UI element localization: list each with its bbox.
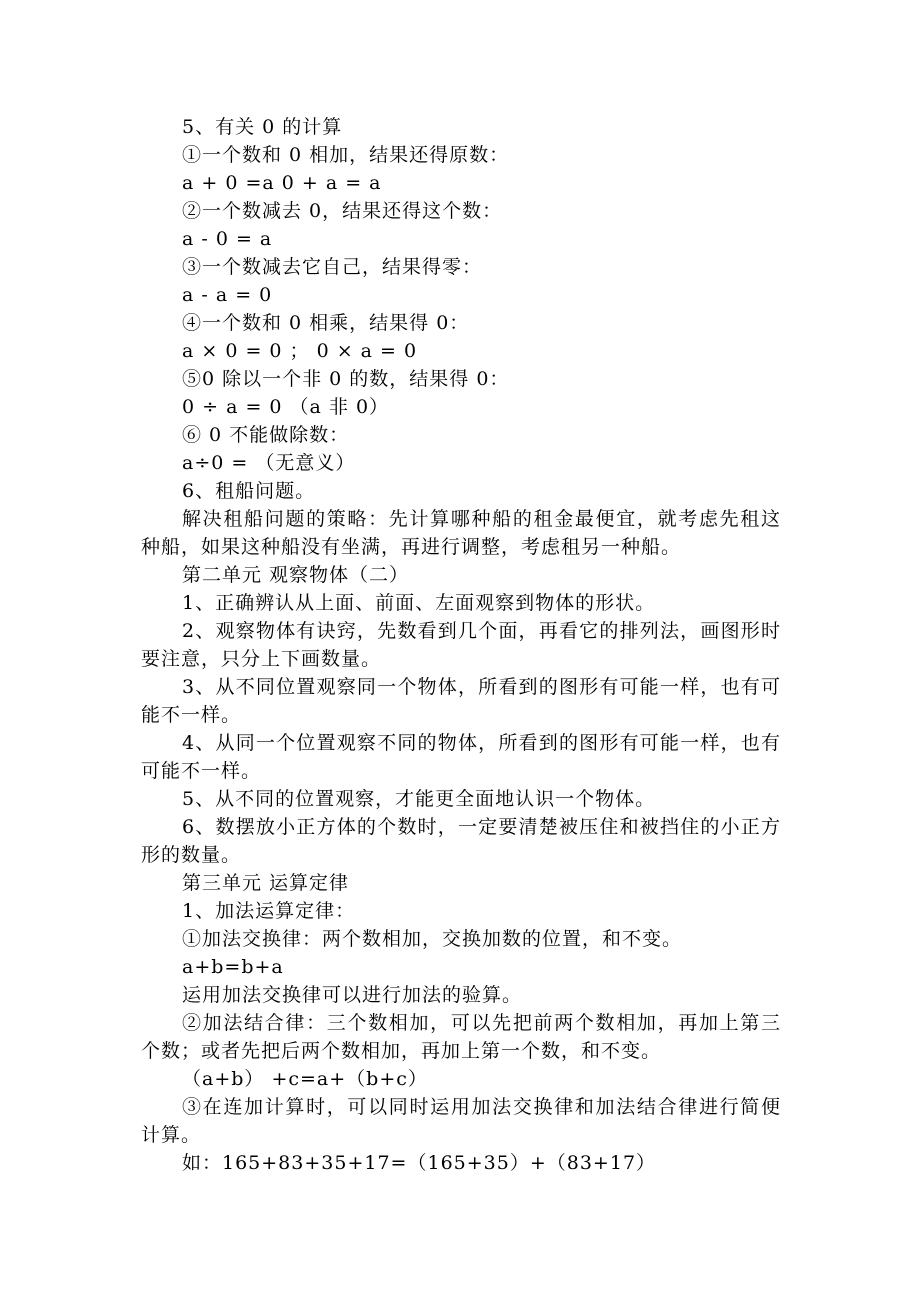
text-line: 5、有关 0 的计算 — [182, 116, 343, 138]
text-line: a - a = 0 — [182, 284, 273, 306]
text-line: ④一个数和 0 相乘，结果得 0： — [182, 312, 470, 334]
text-line: ①一个数和 0 相加，结果还得原数： — [182, 144, 510, 166]
paragraph: 2、观察物体有诀窍，先数看到几个面，再看它的排列法，画图形时要注意，只分上下画数量。 — [141, 620, 781, 670]
text-line: 1、加法运算定律： — [182, 900, 356, 922]
text-line: 运用加法交换律可以进行加法的验算。 — [182, 984, 523, 1006]
text-line: 第三单元 运算定律 — [182, 872, 350, 894]
text-line: 0 ÷ a = 0 （a 非 0） — [182, 396, 390, 418]
text-line: 如：165+83+35+17=（165+35）+（83+17） — [182, 1152, 657, 1174]
text-line: a - 0 = a — [182, 228, 273, 250]
text-line: （a+b） +c=a+（b+c） — [182, 1068, 428, 1090]
text-line: ⑤0 除以一个非 0 的数，结果得 0： — [182, 368, 510, 390]
text-line: 1、正确辨认从上面、前面、左面观察到物体的形状。 — [182, 592, 656, 614]
text-line: ③一个数减去它自己，结果得零： — [182, 256, 483, 278]
text-line: a÷0 = （无意义） — [182, 452, 356, 474]
text-line: a + 0 =a 0 + a = a — [182, 172, 382, 194]
paragraph: 6、数摆放小正方体的个数时，一定要清楚被压住和被挡住的小正方形的数量。 — [141, 816, 781, 866]
text-line: a+b=b+a — [182, 956, 284, 978]
paragraph: 解决租船问题的策略：先计算哪种船的租金最便宜，就考虑先租这种船，如果这种船没有坐满，再进行调整，考虑租另一种船。 — [141, 508, 781, 558]
paragraph: ③在连加计算时，可以同时运用加法交换律和加法结合律进行简便计算。 — [141, 1096, 781, 1146]
text-line: 5、从不同的位置观察，才能更全面地认识一个物体。 — [182, 788, 656, 810]
text-line: ①加法交换律：两个数相加，交换加数的位置，和不变。 — [182, 928, 683, 950]
paragraph: 3、从不同位置观察同一个物体，所看到的图形有可能一样，也有可能不一样。 — [141, 676, 781, 726]
text-line: 第二单元 观察物体（二） — [182, 564, 410, 586]
text-line: 6、租船问题。 — [182, 480, 316, 502]
paragraph: ②加法结合律：三个数相加，可以先把前两个数相加，再加上第三个数；或者先把后两个数相加，再加上第一个数，和不变。 — [141, 1012, 781, 1062]
text-line: ②一个数减去 0，结果还得这个数： — [182, 200, 503, 222]
text-line: ⑥ 0 不能做除数： — [182, 424, 350, 446]
text-line: a × 0 = 0 ； 0 × a = 0 — [182, 340, 418, 362]
paragraph: 4、从同一个位置观察不同的物体，所看到的图形有可能一样，也有可能不一样。 — [141, 732, 781, 782]
document-body — [141, 113, 781, 1177]
